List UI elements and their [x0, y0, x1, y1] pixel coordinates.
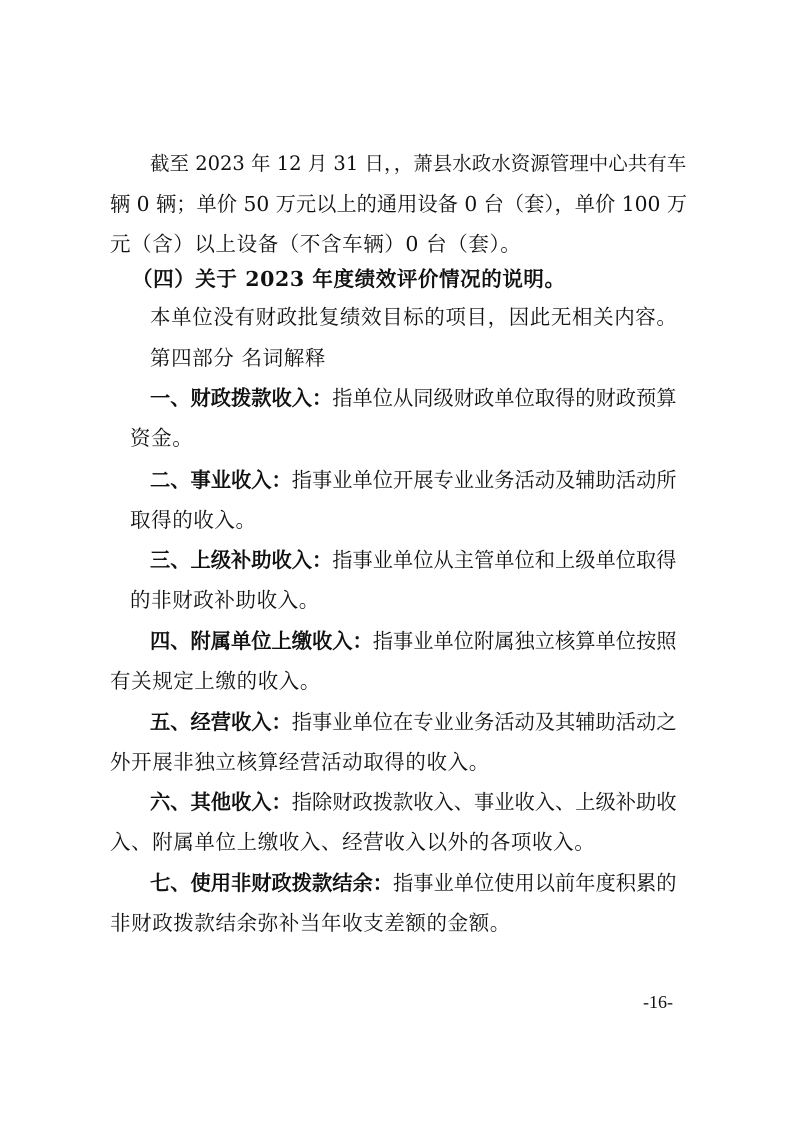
page-number: -16-: [643, 992, 673, 1012]
term-5-name: 五、经营收入：: [150, 710, 292, 734]
term-5-line-1: [150, 708, 677, 736]
term-7-name: 七、使用非财政拨款结余：: [150, 871, 394, 895]
intro-line-3: 元（含）以上设备（不含车辆）0 台（套）。: [110, 232, 522, 256]
term-3-line-2: 的非财政补助收入。: [130, 588, 320, 612]
intro-line-1: 截至 2023 年 12 月 31 日，，萧县水政水资源管理中心共有车: [150, 152, 687, 175]
term-4-desc: 指事业单位附属独立核算单位按照: [372, 629, 677, 653]
term-7-line-2: 非财政拨款结余弥补当年收支差额的金额。: [110, 911, 511, 935]
term-6-desc: 指除财政拨款收入、事业收入、上级补助收: [291, 790, 677, 814]
term-6-name: 六、其他收入：: [150, 790, 292, 814]
term-4-name: 四、附属单位上缴收入：: [150, 629, 373, 653]
term-4-line-2: 有关规定上缴的收入。: [110, 669, 321, 693]
term-3-line-1: [150, 546, 677, 574]
term-2-line-1: [150, 466, 677, 494]
term-5-desc: 指事业单位在专业业务活动及其辅助活动之: [291, 710, 677, 734]
section-body: 本单位没有财政批复绩效目标的项目，因此无相关内容。: [150, 305, 678, 329]
term-4-line-1: [150, 627, 677, 655]
term-2-name: 二、事业收入：: [150, 468, 292, 492]
part-title: 第四部分 名词解释: [150, 346, 326, 370]
term-6-line-1: [150, 788, 677, 816]
term-3-desc: 指事业单位从主管单位和上级单位取得: [332, 548, 677, 572]
term-3-name: 三、上级补助收入：: [150, 548, 333, 572]
term-5-line-2: 外开展非独立核算经营活动取得的收入。: [110, 750, 490, 774]
section-heading: （四）关于 2023 年度绩效评价情况的说明。: [132, 267, 566, 291]
term-1-line-2: 资金。: [130, 426, 194, 450]
term-7-line-1: [150, 869, 677, 897]
term-6-line-2: 入、附属单位上缴收入、经营收入以外的各项收入。: [110, 830, 596, 854]
term-7-desc: 指事业单位使用以前年度积累的: [393, 871, 677, 895]
term-1-desc: 指单位从同级财政单位取得的财政预算: [332, 386, 677, 410]
term-2-line-2: 取得的收入。: [130, 508, 257, 532]
term-1-line-1: [150, 384, 677, 412]
intro-line-2: 辆 0 辆；单价 50 万元以上的通用设备 0 台（套），单价 100 万: [110, 192, 688, 216]
term-1-name: 一、财政拨款收入：: [150, 386, 333, 410]
term-2-desc: 指事业单位开展专业业务活动及辅助活动所: [291, 468, 677, 492]
